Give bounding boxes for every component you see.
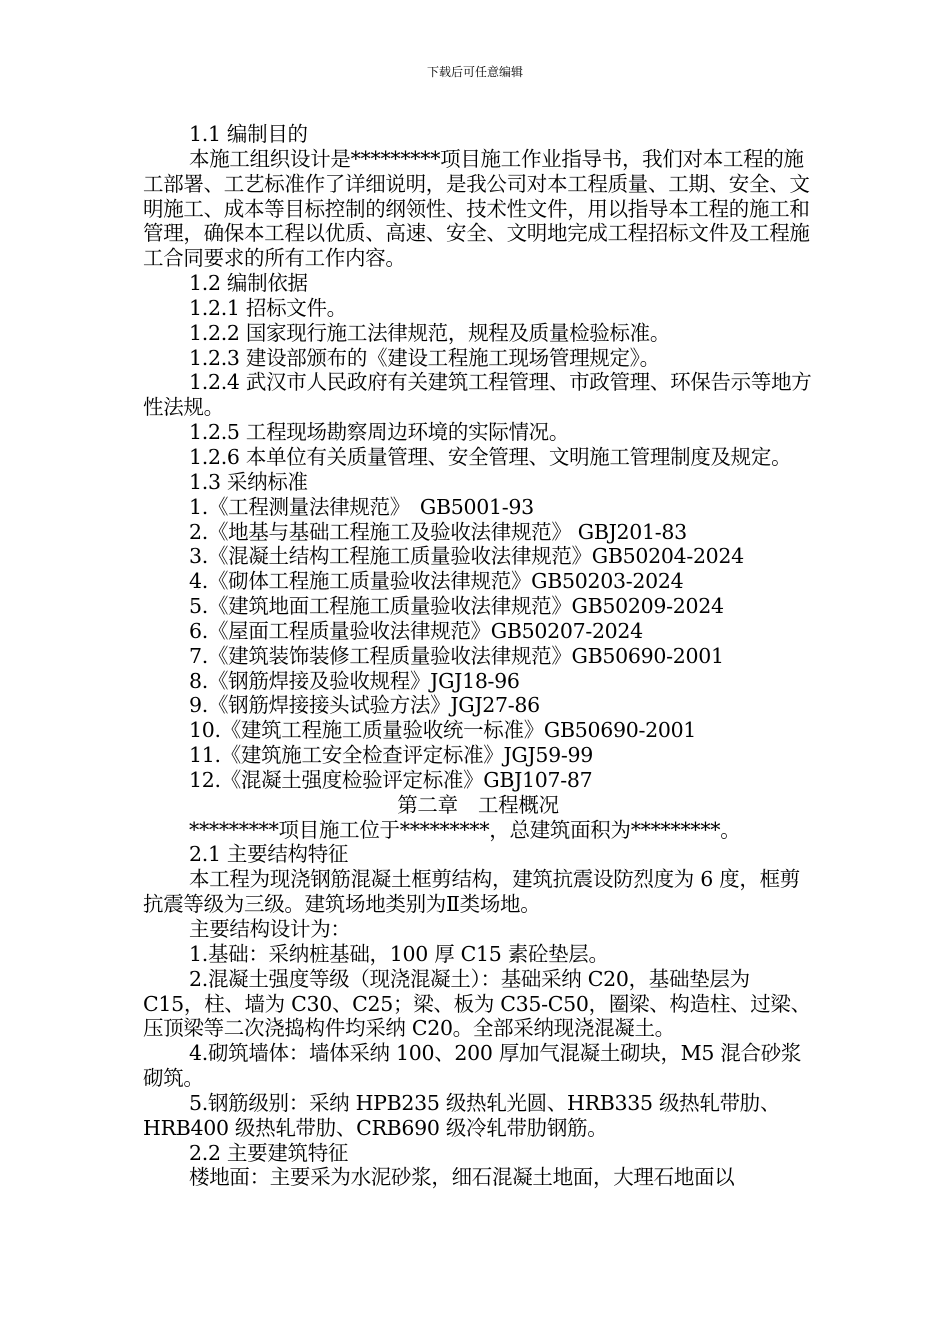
standard-item: 12.《混凝土强度检验评定标准》GBJ107-87 [189, 767, 593, 792]
standard-item: 1.《工程测量法律规范》 GB5001-93 [189, 494, 534, 519]
section-heading-2-2: 2.2 主要建筑特征 [189, 1140, 349, 1165]
paragraph-purpose: 本施工组织设计是*********项目施工作业指导书，我们对本工程的施工部署、工艺标准作了详细说明，是我公司对本工程质量、工期、安全、文明施工、成本等目标控制的纲领性、技术性文件，用以指导本工程的施工和管理，确保本工程以优质、高速、安全、文明地完成工程招标文件及工程施工合同要求的所有工作内容。 [143, 146, 810, 271]
basis-item: 1.2.6 本单位有关质量管理、安全管理、文明施工管理制度及规定。 [189, 444, 792, 469]
paragraph-design-intro: 主要结构设计为： [189, 917, 351, 941]
section-heading-1-3: 1.3 采纳标准 [189, 469, 308, 494]
page-header: 下载后可任意编辑 [426, 65, 523, 79]
design-item: 2.混凝土强度等级（现浇混凝土）：基础采纳 C20，基础垫层为 C15，柱、墙为 C30、C25；梁、板为 C35-C50，圈梁、构造柱、过梁、压顶梁等二次浇捣构件均采纳 C20。全部采纳现浇混凝土。 [143, 966, 811, 1041]
standard-item: 5.《建筑地面工程施工质量验收法律规范》GB50209-2024 [189, 594, 724, 619]
design-item: 5.钢筋级别：采纳 HPB235 级热轧光圆、HRB335 级热轧带肋、HRB400 级热轧带肋、CRB690 级冷轧带肋钢筋。 [143, 1090, 781, 1140]
paragraph-floor: 楼地面：主要采为水泥砂浆，细石混凝土地面，大理石地面以 [189, 1165, 735, 1190]
basis-item: 1.2.2 国家现行施工法律规范，规程及质量检验标准。 [189, 320, 671, 345]
standard-item: 7.《建筑装饰装修工程质量验收法律规范》GB50690-2001 [189, 643, 724, 668]
section-heading-2-1: 2.1 主要结构特征 [189, 842, 349, 867]
standard-item: 6.《屋面工程质量验收法律规范》GB50207-2024 [189, 618, 643, 643]
chapter-title: 第二章 工程概况 [397, 792, 559, 817]
paragraph-structure: 本工程为现浇钢筋混凝土框剪结构，建筑抗震设防烈度为 6 度，框剪抗震等级为三级。建筑场地类别为Ⅱ类场地。 [143, 867, 800, 917]
standard-item: 11.《建筑施工安全检查评定标准》JGJ59-99 [189, 743, 594, 768]
standard-item: 2.《地基与基础工程施工及验收法律规范》 GBJ201-83 [189, 519, 687, 544]
section-heading-1-1: 1.1 编制目的 [189, 122, 308, 146]
standard-item: 4.《砌体工程施工质量验收法律规范》GB50203-2024 [189, 569, 684, 594]
standard-item: 10.《建筑工程施工质量验收统一标准》GB50690-2001 [189, 718, 697, 743]
basis-item: 1.2.3 建设部颁布的《建设工程施工现场管理规定》。 [189, 345, 660, 370]
basis-item: 1.2.4 武汉市人民政府有关建筑工程管理、市政管理、环保告示等地方性法规。 [143, 370, 812, 420]
design-item: 4.砌筑墙体：墙体采纳 100、200 厚加气混凝土砌块，M5 混合砂浆砌筑。 [143, 1041, 802, 1091]
design-item: 1.基础：采纳桩基础，100 厚 C15 素砼垫层。 [189, 941, 609, 966]
document-body [143, 122, 813, 1190]
standard-item: 8.《钢筋焊接及验收规程》JGJ18-96 [189, 668, 520, 693]
section-heading-1-2: 1.2 编制依据 [189, 271, 308, 296]
standard-item: 3.《混凝土结构工程施工质量验收法律规范》GB50204-2024 [189, 544, 744, 569]
paragraph-overview: *********项目施工位于*********，总建筑面积为*********。 [189, 817, 741, 842]
basis-item: 1.2.5 工程现场勘察周边环境的实际情况。 [189, 420, 570, 445]
standard-item: 9.《钢筋焊接接头试验方法》JGJ27-86 [189, 693, 540, 718]
basis-item: 1.2.1 招标文件。 [189, 295, 347, 320]
